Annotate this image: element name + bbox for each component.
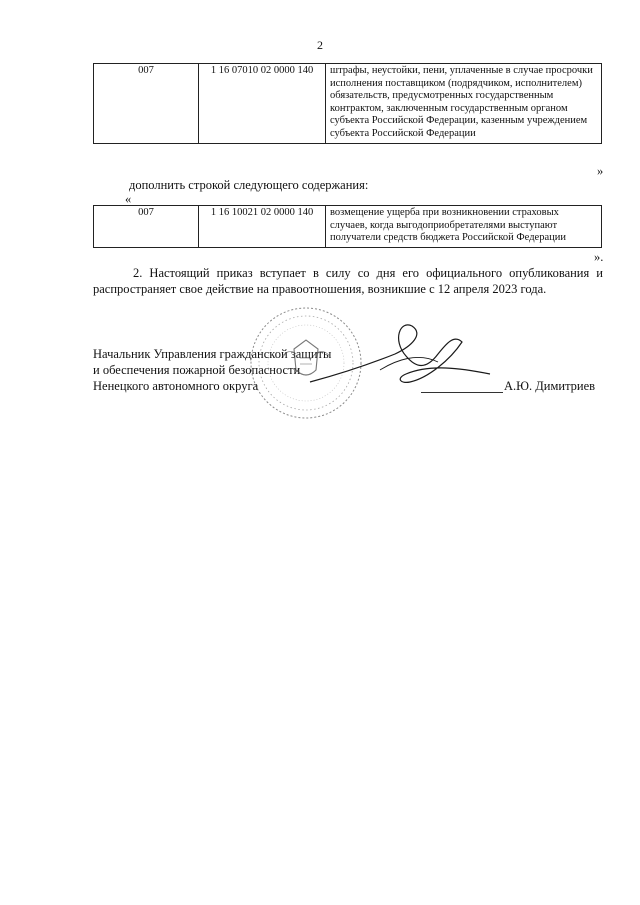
budget-classification-code-cell: 1 16 07010 02 0000 140 [199,64,326,144]
opening-quote: « [125,192,132,206]
signatory-title-line-3: Ненецкого автономного округа [93,379,259,393]
signatory-name: А.Ю. Димитриев [504,379,596,393]
budget-classification-code-cell: 1 16 10021 02 0000 140 [199,206,326,248]
admin-code-cell: 007 [94,206,199,248]
income-description-cell: возмещение ущерба при возникновении страховых случаев, когда выгодоприобретателями выступают получатели средств бюджета Российской Федерации [326,206,602,248]
paragraph-effective-date: 2. Настоящий приказ вступает в силу со дня его официального опубликования и распространяет свое действие на правоотношения, возникшие с 12 апреля 2023 года. [93,266,603,296]
income-description-cell: штрафы, неустойки, пени, уплаченные в случае просрочки исполнения поставщиком (подрядчиком, исполнителем) обязательств, предусмотренных государственным контрактом, заключенным государственным органом субъекта Российской Федерации, казенным учреждением субъекта Российской Федерации [326,64,602,144]
amendment-intro-text: дополнить строкой следующего содержания: [129,178,369,192]
signatory-title-line-1: Начальник Управления гражданской защиты [93,347,332,361]
closing-quote: » [597,164,604,178]
budget-code-table-new [93,205,602,248]
signatory-title-line-2: и обеспечения пожарной безопасности [93,363,301,377]
budget-code-table-existing [93,63,602,144]
admin-code-cell: 007 [94,64,199,144]
handwritten-signature-icon [300,312,500,402]
table-row [94,64,602,144]
closing-quote-final: ». [594,250,604,264]
table-row [94,206,602,248]
page-number: 2 [317,38,323,52]
